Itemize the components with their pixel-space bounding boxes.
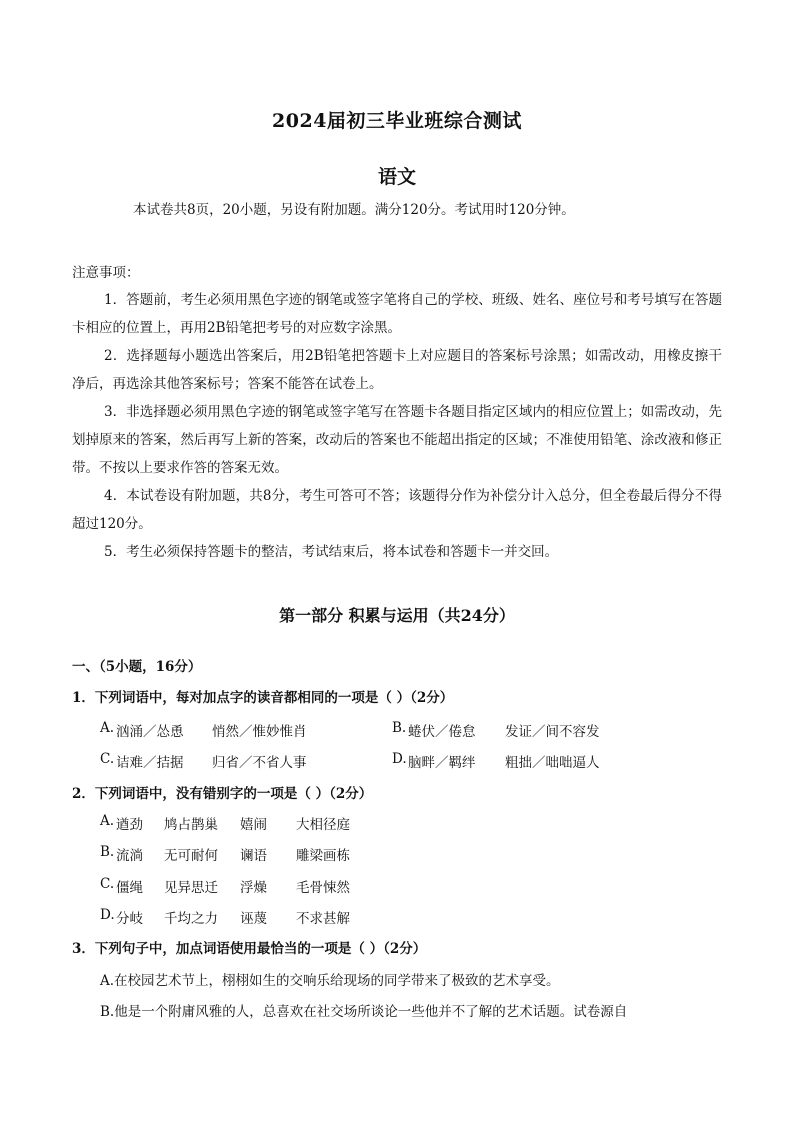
q2-option-d-word3: 诬蔑 — [240, 911, 267, 927]
q2-option-d-word1: 分岐 — [116, 911, 143, 927]
q2-option-c-letter: C. — [100, 876, 115, 892]
notice-item-2: 2．选择题每小题选出答案后，用2B铅笔把答题卡上对应题目的答案标号涂黑；如需改动，用橡皮擦干净后，再选涂其他答案标号；答案不能答在试卷上。 — [72, 348, 722, 392]
question-1-stem: 1．下列词语中，每对加点字的读音都相同的一项是（ ）（2分） — [72, 690, 454, 706]
q1-option-d-word2: 粗拙／咄咄逼人 — [505, 755, 600, 771]
notice-item-1: 1．答题前，考生必须用黑色字迹的钢笔或签字笔将自己的学校、班级、姓名、座位号和考号填写在答题卡相应的位置上，再用2B铅笔把考号的对应数字涂黑。 — [72, 292, 722, 336]
q2-option-d-letter: D. — [100, 907, 115, 923]
q1-option-b-word2: 发证／间不容发 — [505, 724, 600, 740]
q1-option-b-letter: B. — [392, 720, 407, 736]
group-heading: 一、（5小题，16分） — [72, 659, 202, 675]
q2-option-b-word1: 流淌 — [116, 848, 143, 864]
q1-option-c-letter: C. — [100, 751, 115, 767]
question-3-stem: 3．下列句子中，加点词语使用最恰当的一项是（ ）（2分） — [72, 941, 427, 957]
q2-option-a-letter: A. — [100, 813, 115, 829]
q2-option-c-word3: 浮燥 — [240, 880, 267, 896]
notice-item-3: 3．非选择题必须用黑色字迹的钢笔或签字笔写在答题卡各题目指定区域内的相应位置上；如需改动，先划掉原来的答案，然后再写上新的答案，改动后的答案也不能超出指定的区域；不准使用铅笔、涂改液和修正带。不按以上要求作答的答案无效。 — [72, 404, 722, 476]
notice-item-4: 4．本试卷设有附加题，共8分，考生可答可不答；该题得分作为补偿分计入总分，但全卷最后得分不得超过120分。 — [72, 488, 722, 532]
subject-title: 语文 — [377, 166, 416, 188]
q2-option-c-word2: 见异思迁 — [164, 880, 218, 896]
q1-option-a-letter: A. — [100, 720, 115, 736]
q2-option-d-word4: 不求甚解 — [296, 911, 350, 927]
exam-title: 2024届初三毕业班综合测试 — [272, 110, 522, 132]
q3-option-b: B.他是一个附庸风雅的人，总喜欢在社交场所谈论一些他并不了解的艺术话题。试卷源自 — [100, 1004, 628, 1020]
exam-intro: 本试卷共8页，20小题，另设有附加题。满分120分。考试用时120分钟。 — [133, 202, 575, 218]
q1-option-d-letter: D. — [392, 751, 407, 767]
q2-option-b-letter: B. — [100, 844, 115, 860]
q2-option-b-word4: 雕梁画栋 — [296, 848, 350, 864]
q2-option-a-word3: 嬉闹 — [240, 817, 267, 833]
q3-option-a: A.在校园艺术节上，栩栩如生的交响乐给现场的同学带来了极致的艺术享受。 — [100, 973, 560, 989]
notice-label: 注意事项： — [72, 265, 140, 281]
q1-option-c-word2: 归省／不省人事 — [212, 755, 307, 771]
question-2-stem: 2．下列词语中，没有错别字的一项是（ ）（2分） — [72, 786, 373, 802]
q2-option-a-word1: 遒劲 — [116, 817, 143, 833]
q2-option-c-word1: 僵绳 — [116, 880, 143, 896]
q1-option-c-word1: 诘难／拮据 — [116, 755, 184, 771]
q1-option-b-word1: 蜷伏／倦怠 — [408, 724, 476, 740]
q1-option-a-word1: 汹涌／怂恿 — [116, 724, 184, 740]
notice-item-5: 5．考生必须保持答题卡的整洁，考试结束后，将本试卷和答题卡一并交回。 — [104, 544, 559, 560]
part-heading: 第一部分 积累与运用（共24分） — [279, 606, 515, 625]
q2-option-d-word2: 千均之力 — [164, 911, 218, 927]
q2-option-c-word4: 毛骨悚然 — [296, 880, 350, 896]
q2-option-a-word4: 大相径庭 — [296, 817, 350, 833]
q2-option-b-word3: 谰语 — [240, 848, 267, 864]
q2-option-b-word2: 无可耐何 — [164, 848, 218, 864]
q1-option-d-word1: 脑畔／羁绊 — [408, 755, 476, 771]
q1-option-a-word2: 悄然／惟妙惟肖 — [212, 724, 307, 740]
q2-option-a-word2: 鸠占鹊巢 — [164, 817, 218, 833]
